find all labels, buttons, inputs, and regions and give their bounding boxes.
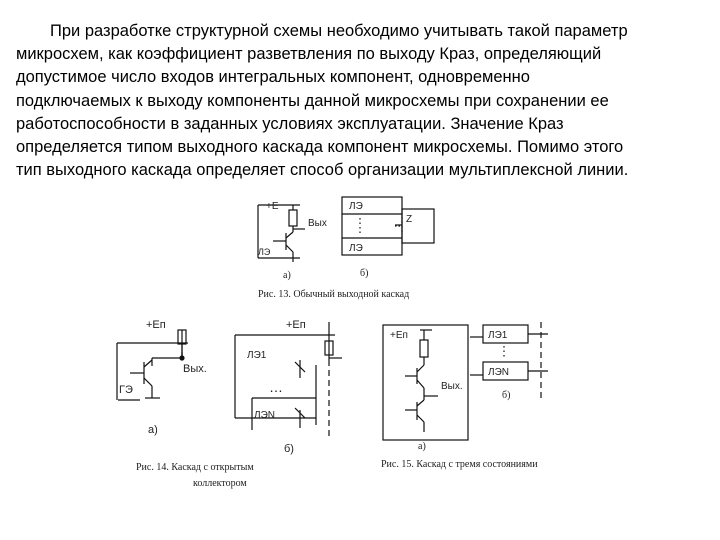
paragraph-line: микросхем, как коэффициент разветвления по выходу Краз, определяющий bbox=[16, 45, 602, 64]
paragraph-line: допустимое число входов интегральных компонент, одновременно bbox=[16, 68, 530, 87]
fig13-load-label: Z bbox=[406, 214, 413, 225]
fig13-caption: Рис. 13. Обычный выходной каскад bbox=[258, 289, 410, 300]
fig15-circuit-b bbox=[470, 322, 548, 400]
fig14-caption-line1: Рис. 14. Каскад с открытым bbox=[136, 462, 254, 473]
fig14-supply-a: +Eп bbox=[146, 319, 166, 331]
fig15-label-a: а) bbox=[418, 441, 426, 452]
fig14-label-b: б) bbox=[284, 443, 294, 455]
fig15-caption: Рис. 15. Каскад с тремя состояниями bbox=[381, 459, 538, 470]
fig13-le-label: ЛЭ bbox=[258, 247, 271, 257]
fig14-caption-line2: коллектором bbox=[193, 478, 247, 489]
fig14-output-a: Вых. bbox=[183, 363, 207, 375]
figure-13 bbox=[258, 197, 434, 300]
fig13-le-top: ЛЭ bbox=[349, 201, 363, 212]
fig14-ge-label: ГЭ bbox=[119, 384, 133, 396]
fig15-le1: ЛЭ1 bbox=[488, 330, 508, 341]
paragraph-line: подключаемых к выходу компоненты данной микросхемы при сохранении ее bbox=[16, 91, 609, 110]
fig15-output: Вых. bbox=[441, 381, 463, 392]
paragraph-line: тип выходного каскада определяет способ организации мультиплексной линии. bbox=[16, 161, 629, 180]
fig13-supply-label: +E bbox=[266, 201, 279, 212]
fig14-len: ЛЭN bbox=[254, 410, 275, 421]
fig13-le-bottom: ЛЭ bbox=[349, 243, 363, 254]
fig14-le1: ЛЭ1 bbox=[247, 350, 267, 361]
figure-15 bbox=[381, 322, 548, 470]
fig14-supply-b: +Eп bbox=[286, 319, 306, 331]
fig15-supply: +Eп bbox=[390, 330, 408, 341]
paragraph-line: При разработке структурной схемы необходимо учитывать такой параметр bbox=[50, 22, 628, 40]
fig15-label-b: б) bbox=[502, 390, 511, 401]
paragraph-line: работоспособности в заданных условиях эксплуатации. Значение Краз bbox=[16, 114, 564, 133]
fig13-label-b: б) bbox=[360, 268, 369, 279]
fig13-label-a: а) bbox=[283, 270, 291, 281]
fig14-label-a: а) bbox=[148, 424, 158, 436]
fig13-output-label: Вых bbox=[308, 218, 327, 229]
figure-14 bbox=[117, 319, 342, 489]
paragraph-line: определяется типом выходного каскада компонент микросхемы. Помимо этого bbox=[16, 138, 624, 157]
fig14-circuit-b bbox=[235, 322, 342, 440]
fig14-dots: … bbox=[269, 379, 283, 395]
fig15-len: ЛЭN bbox=[488, 367, 509, 378]
